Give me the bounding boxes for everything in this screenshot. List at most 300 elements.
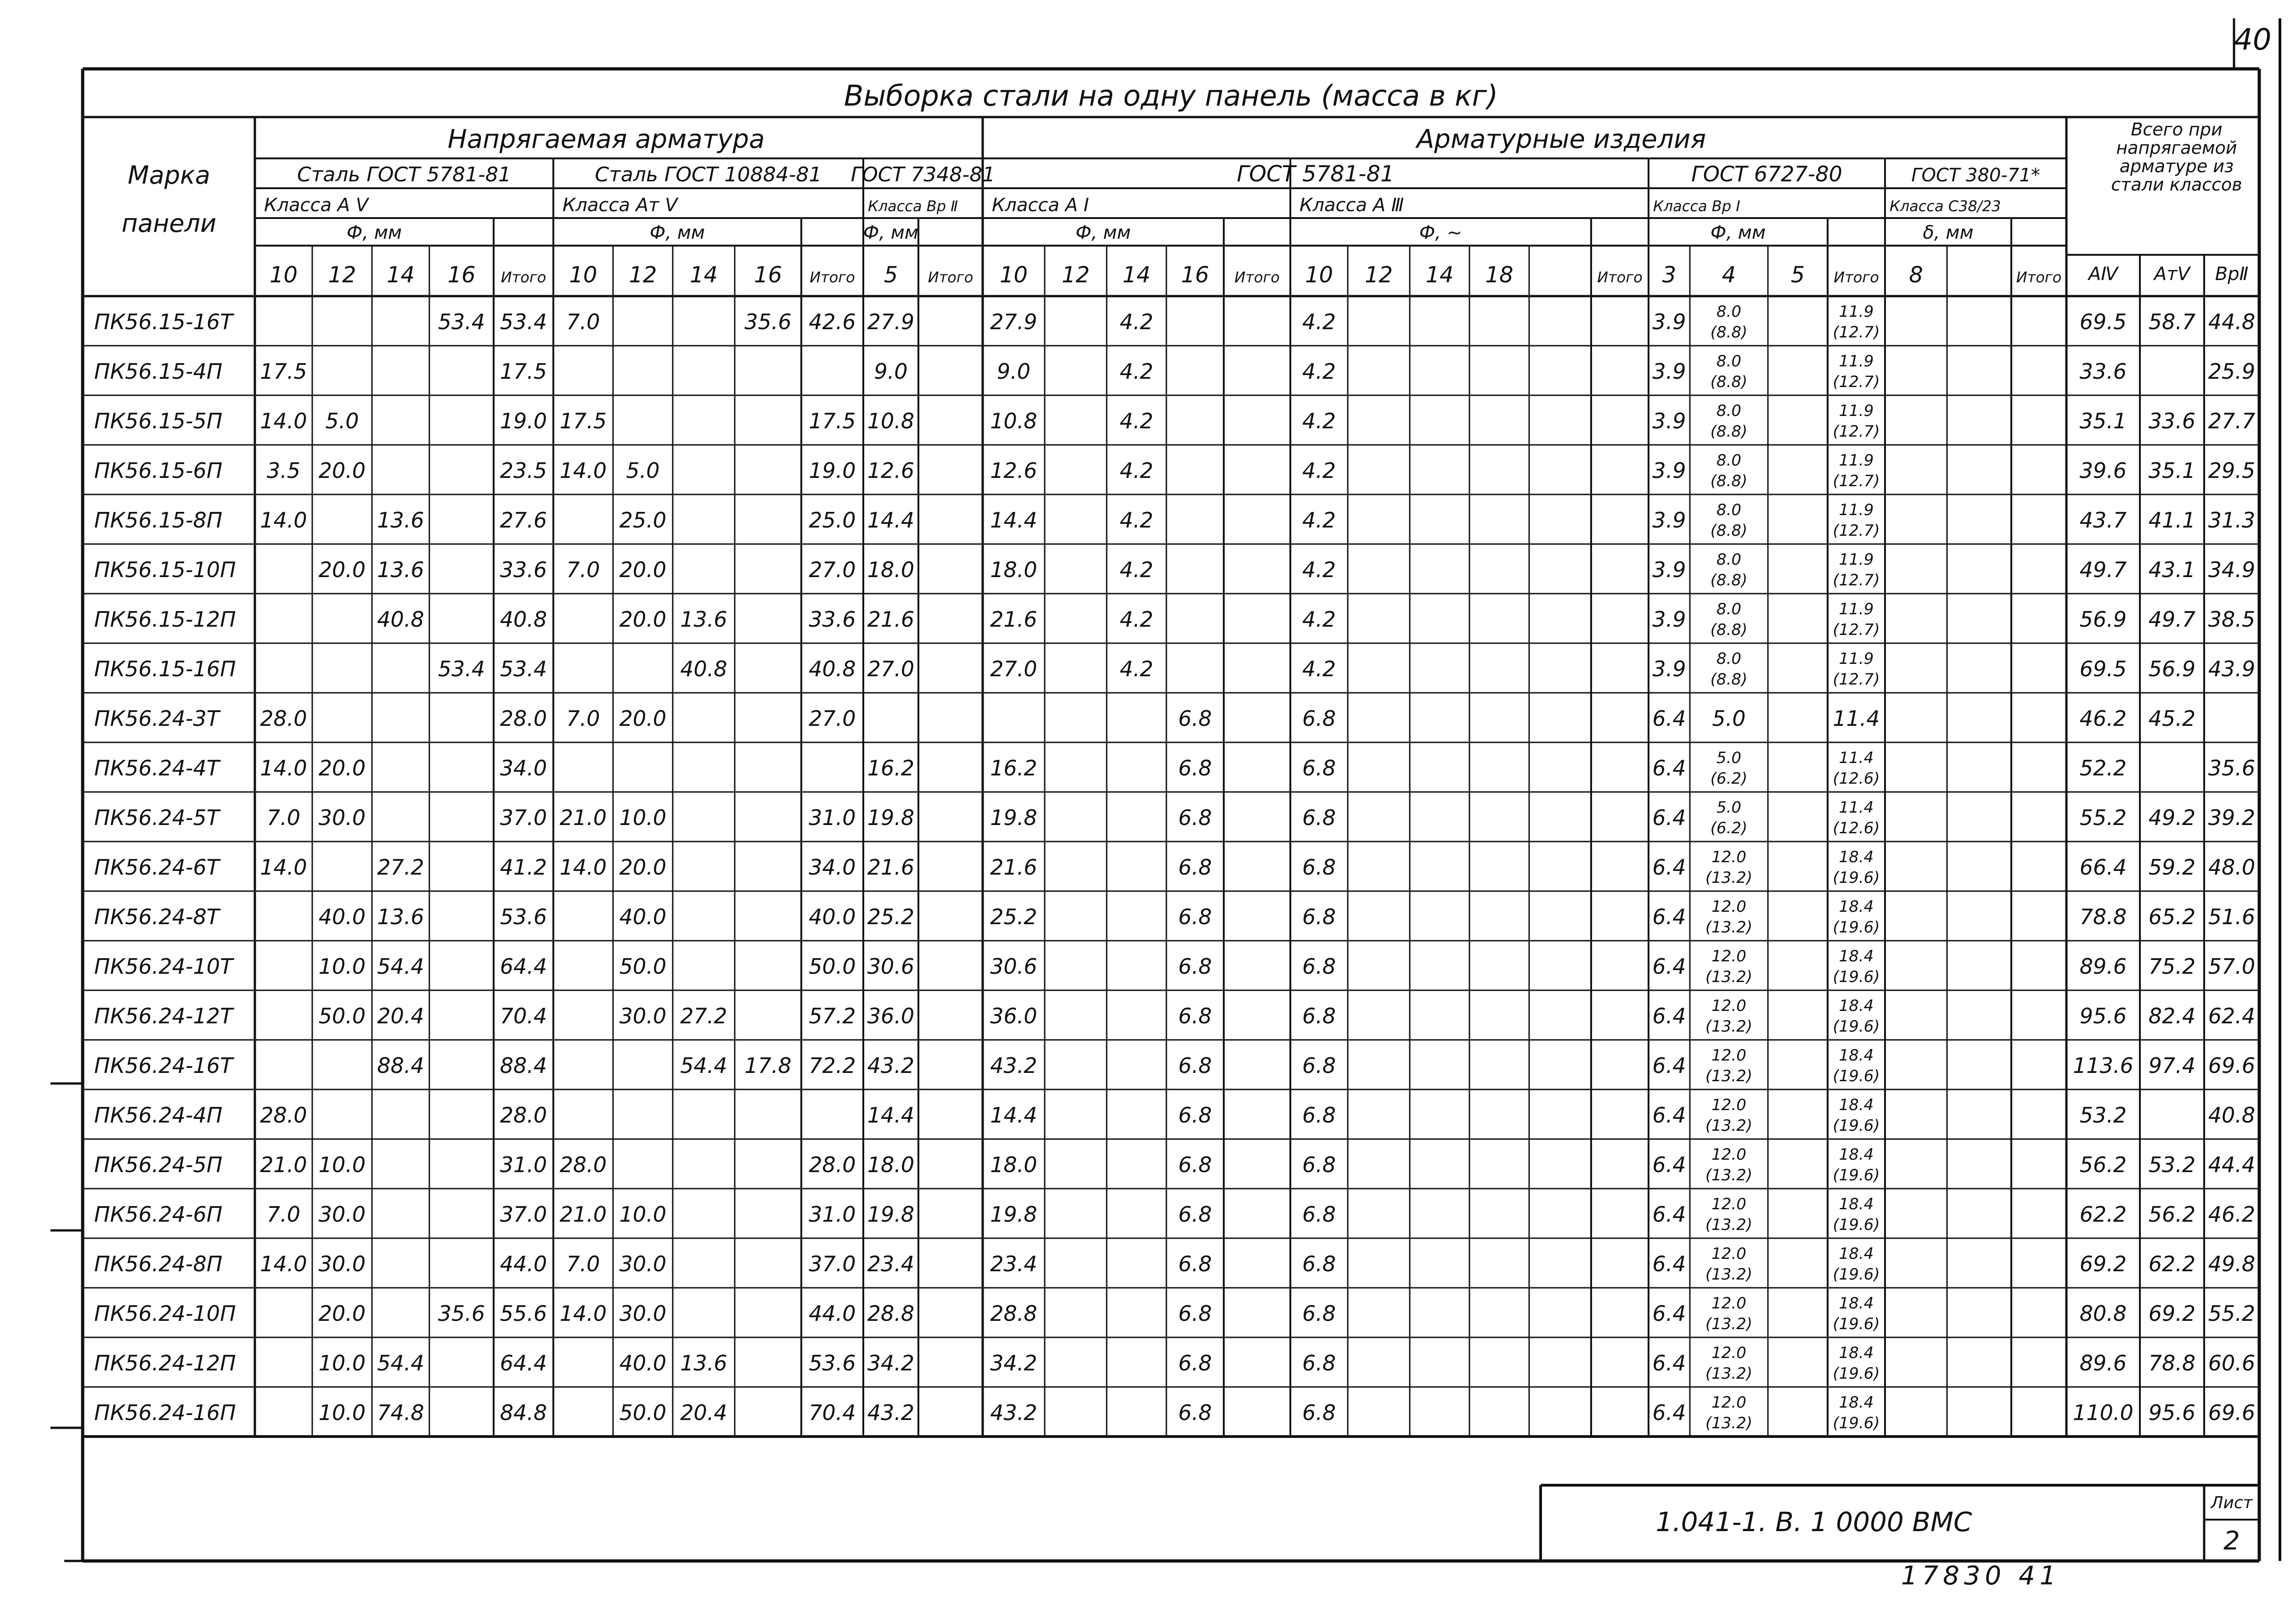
cell-value: 31.0 — [809, 1202, 856, 1227]
cell-value: 11.9 — [1839, 303, 1874, 321]
cell-value: 6.8 — [1302, 904, 1336, 929]
cell-value: 6.4 — [1652, 1202, 1686, 1227]
group-total-1: Всего при — [2131, 119, 2223, 140]
cell-value: 21.6 — [990, 607, 1037, 632]
class-bp1: Класса Вр Ⅰ — [1653, 197, 1740, 215]
cell-value: 56.2 — [2148, 1202, 2196, 1227]
cell-value: 33.6 — [809, 607, 856, 632]
cell-value: 74.8 — [377, 1400, 424, 1425]
cell-value: 6.8 — [1178, 756, 1212, 780]
cell-value: 25.0 — [619, 508, 667, 533]
cell-value: 6.8 — [1302, 954, 1336, 979]
cell-value: 30.0 — [619, 1301, 667, 1326]
phi-a5: Ф, мм — [346, 222, 402, 243]
row-label: ПК56.24-8Т — [94, 904, 219, 929]
cell-value: 19.8 — [867, 1202, 915, 1227]
phi-bp2: Ф, мм — [863, 222, 919, 243]
cell-value: 3.9 — [1652, 458, 1686, 483]
cell-value: 12.0 — [1711, 1096, 1746, 1114]
cell-value: 52.2 — [2079, 756, 2127, 780]
cell-value: 45.2 — [2148, 706, 2196, 731]
cell-value: 39.6 — [2079, 458, 2127, 483]
cell-value-alt: (19.6) — [1833, 1364, 1880, 1383]
cell-value-alt: (8.8) — [1710, 522, 1748, 540]
cell-value: 21.6 — [867, 855, 915, 880]
cell-value: 18.0 — [867, 557, 915, 582]
std-10884: Сталь ГОСТ 10884-81 — [595, 163, 822, 186]
cell-value: 49.2 — [2148, 805, 2196, 830]
cell-value: 65.2 — [2148, 904, 2196, 929]
cell-value: 17.5 — [500, 359, 547, 384]
std-380: ГОСТ 380-71* — [1911, 165, 2040, 186]
cell-value: 7.0 — [266, 1202, 301, 1227]
cell-value-alt: (8.8) — [1710, 373, 1748, 391]
cell-value: 12.0 — [1711, 997, 1746, 1015]
sub-a1: 14 — [1122, 262, 1151, 288]
cell-value: 6.4 — [1652, 1400, 1686, 1425]
cell-value: 6.8 — [1302, 1004, 1336, 1028]
sub-bp1: 5 — [1790, 262, 1805, 288]
cell-value: 8.0 — [1716, 352, 1742, 370]
cell-value: 14.4 — [867, 508, 915, 533]
cell-value: 14.4 — [867, 1103, 915, 1128]
cell-value: 3.9 — [1652, 508, 1686, 533]
class-a1: Класса А Ⅰ — [992, 195, 1089, 216]
cell-value: 18.0 — [990, 1152, 1037, 1177]
cell-value: 18.0 — [990, 557, 1037, 582]
row-label: ПК56.24-6Т — [94, 855, 219, 880]
cell-value: 14.0 — [260, 855, 307, 880]
cell-value: 3.9 — [1652, 607, 1686, 632]
class-atv: Класса Ат Ⅴ — [563, 195, 678, 216]
cell-value: 40.8 — [377, 607, 424, 632]
cell-value: 18.4 — [1839, 1393, 1874, 1412]
cell-value: 8.0 — [1716, 650, 1742, 668]
cell-value: 6.8 — [1178, 855, 1212, 880]
cell-value: 18.4 — [1839, 997, 1874, 1015]
cell-value: 27.2 — [377, 855, 424, 880]
cell-value: 53.6 — [809, 1351, 856, 1375]
cell-value: 10.8 — [990, 409, 1037, 433]
cell-value: 28.8 — [867, 1301, 915, 1326]
phi-a1: Ф, мм — [1075, 222, 1131, 243]
cell-value: 6.4 — [1652, 1351, 1686, 1375]
cell-value: 84.8 — [500, 1400, 547, 1425]
cell-value: 23.4 — [867, 1252, 915, 1276]
cell-value: 40.0 — [619, 904, 667, 929]
totals-col-header: АтⅤ — [2154, 264, 2190, 285]
stamp-code: 1.041-1. В. 1 0000 ВМС — [1655, 1506, 1972, 1538]
cell-value: 5.0 — [325, 409, 359, 433]
cell-value: 57.2 — [809, 1004, 856, 1028]
cell-value: 11.4 — [1839, 749, 1874, 767]
cell-value: 25.2 — [867, 904, 915, 929]
cell-value: 44.0 — [500, 1252, 547, 1276]
phi-bp1: Ф, мм — [1710, 222, 1766, 243]
cell-value: 10.0 — [619, 805, 667, 830]
cell-value: 4.2 — [1302, 309, 1336, 334]
cell-value: 16.2 — [867, 756, 915, 780]
cell-value-alt: (12.7) — [1833, 373, 1880, 391]
std-6727: ГОСТ 6727-80 — [1691, 162, 1842, 186]
cell-value-alt: (12.6) — [1833, 819, 1880, 837]
cell-value: 6.8 — [1178, 1351, 1212, 1375]
cell-value: 10.0 — [318, 1351, 366, 1375]
row-label: ПК56.15-10П — [94, 557, 236, 582]
cell-value: 27.9 — [867, 309, 915, 334]
cell-value: 6.8 — [1302, 1351, 1336, 1375]
cell-value: 6.8 — [1178, 1004, 1212, 1028]
cell-value: 69.2 — [2148, 1301, 2196, 1326]
cell-value: 51.6 — [2208, 904, 2256, 929]
cell-value: 36.0 — [990, 1004, 1037, 1028]
cell-value: 20.0 — [318, 557, 366, 582]
cell-value: 113.6 — [2073, 1053, 2133, 1078]
cell-value: 3.9 — [1652, 657, 1686, 681]
cell-value-alt: (13.2) — [1705, 1414, 1753, 1432]
cell-value: 16.2 — [990, 756, 1037, 780]
cell-value: 95.6 — [2079, 1004, 2127, 1028]
sub-a3: 10 — [1305, 262, 1334, 288]
cell-value: 89.6 — [2079, 954, 2127, 979]
cell-value: 6.8 — [1178, 1301, 1212, 1326]
cell-value: 62.2 — [2079, 1202, 2127, 1227]
cell-value: 50.0 — [619, 1400, 667, 1425]
cell-value: 7.0 — [566, 1252, 600, 1276]
cell-value: 53.2 — [2148, 1152, 2196, 1177]
cell-value: 31.3 — [2208, 508, 2256, 533]
total-header: Итого — [1234, 269, 1280, 286]
cell-value: 29.5 — [2208, 458, 2256, 483]
cell-value: 41.2 — [500, 855, 547, 880]
cell-value: 12.0 — [1711, 1046, 1746, 1065]
row-label: ПК56.24-3Т — [94, 706, 219, 731]
cell-value: 4.2 — [1120, 557, 1154, 582]
cell-value: 6.8 — [1178, 1202, 1212, 1227]
page-number: 40 — [2234, 23, 2272, 57]
cell-value: 20.0 — [619, 607, 667, 632]
cell-value: 46.2 — [2079, 706, 2127, 731]
cell-value: 25.2 — [990, 904, 1037, 929]
cell-value: 4.2 — [1120, 458, 1154, 483]
cell-value: 64.4 — [500, 1351, 547, 1375]
cell-value: 6.4 — [1652, 706, 1686, 731]
std-7348: ГОСТ 7348-81 — [850, 163, 996, 186]
cell-value: 3.9 — [1652, 557, 1686, 582]
sub-a3: 14 — [1425, 262, 1454, 288]
cell-value: 12.6 — [990, 458, 1037, 483]
cell-value: 37.0 — [500, 805, 547, 830]
group-total-2: напрягаемой — [2116, 138, 2237, 158]
cell-value: 11.4 — [1839, 798, 1874, 817]
cell-value: 10.0 — [619, 1202, 667, 1227]
row-label: ПК56.24-8П — [94, 1252, 223, 1276]
cell-value: 20.0 — [318, 756, 366, 780]
group-total-3: арматуре из — [2119, 156, 2234, 176]
cell-value-alt: (12.7) — [1833, 422, 1880, 441]
cell-value: 46.2 — [2208, 1202, 2256, 1227]
cell-value: 34.0 — [500, 756, 547, 780]
cell-value: 43.1 — [2148, 557, 2196, 582]
cell-value-alt: (12.7) — [1833, 472, 1880, 490]
row-label: ПК56.24-16Т — [94, 1053, 233, 1078]
cell-value: 6.8 — [1178, 706, 1212, 731]
class-bp2: Класса Вр Ⅱ — [868, 197, 958, 215]
cell-value: 6.8 — [1302, 756, 1336, 780]
cell-value: 20.0 — [619, 557, 667, 582]
cell-value: 6.8 — [1302, 855, 1336, 880]
cell-value: 12.6 — [867, 458, 915, 483]
cell-value: 75.2 — [2148, 954, 2196, 979]
sub-atv: 16 — [754, 262, 782, 288]
cell-value-alt: (19.6) — [1833, 1315, 1880, 1333]
cell-value: 57.0 — [2208, 954, 2256, 979]
cell-value: 55.6 — [500, 1301, 547, 1326]
cell-value: 11.9 — [1839, 650, 1874, 668]
cell-value: 6.4 — [1652, 1152, 1686, 1177]
cell-value-alt: (12.7) — [1833, 670, 1880, 689]
cell-value: 19.8 — [867, 805, 915, 830]
cell-value: 6.4 — [1652, 855, 1686, 880]
cell-value-alt: (19.6) — [1833, 918, 1880, 937]
cell-value: 11.9 — [1839, 451, 1874, 470]
cell-value: 50.0 — [318, 1004, 366, 1028]
cell-value: 49.8 — [2208, 1252, 2256, 1276]
row-label: ПК56.15-6П — [94, 458, 223, 483]
cell-value-alt: (12.6) — [1833, 769, 1880, 788]
cell-value: 18.0 — [867, 1152, 915, 1177]
cell-value: 6.4 — [1652, 954, 1686, 979]
cell-value: 53.4 — [438, 309, 485, 334]
cell-value: 3.5 — [266, 458, 301, 483]
cell-value: 28.0 — [260, 1103, 307, 1128]
sub-a1: 10 — [999, 262, 1028, 288]
total-header: Итого — [1597, 269, 1643, 286]
std-5781-products: ГОСТ 5781-81 — [1237, 161, 1395, 187]
cell-value: 12.0 — [1711, 1145, 1746, 1164]
cell-value: 21.0 — [260, 1152, 307, 1177]
cell-value: 56.9 — [2148, 657, 2196, 681]
cell-value: 6.4 — [1652, 904, 1686, 929]
delta-c38: δ, мм — [1923, 222, 1974, 243]
cell-value: 36.0 — [867, 1004, 915, 1028]
sub-a5: 12 — [328, 262, 356, 288]
cell-value: 58.7 — [2148, 309, 2196, 334]
cell-value: 14.0 — [559, 1301, 607, 1326]
cell-value: 27.0 — [990, 657, 1037, 681]
cell-value-alt: (19.6) — [1833, 1414, 1880, 1432]
cell-value: 28.0 — [260, 706, 307, 731]
cell-value: 30.0 — [619, 1252, 667, 1276]
sub-atv: 14 — [689, 262, 718, 288]
cell-value: 66.4 — [2079, 855, 2127, 880]
cell-value: 17.5 — [809, 409, 856, 433]
cell-value: 28.0 — [500, 706, 547, 731]
cell-value: 8.0 — [1716, 501, 1742, 519]
cell-value: 55.2 — [2079, 805, 2127, 830]
cell-value: 53.4 — [500, 657, 547, 681]
group-prestressed: Напрягаемая арматура — [447, 124, 765, 154]
cell-value: 6.8 — [1302, 1053, 1336, 1078]
cell-value: 40.0 — [619, 1351, 667, 1375]
total-header: Итого — [810, 269, 855, 286]
cell-value: 25.0 — [809, 508, 856, 533]
cell-value: 34.2 — [990, 1351, 1037, 1375]
sub-a1: 16 — [1181, 262, 1210, 288]
cell-value: 54.4 — [680, 1053, 727, 1078]
cell-value: 23.5 — [500, 458, 547, 483]
totals-col-header: ВрⅡ — [2215, 264, 2249, 285]
cell-value: 28.0 — [500, 1103, 547, 1128]
cell-value: 3.9 — [1652, 309, 1686, 334]
cell-value: 33.6 — [2148, 409, 2196, 433]
cell-value: 39.2 — [2208, 805, 2256, 830]
total-header: Итого — [928, 269, 974, 286]
cell-value: 4.2 — [1302, 607, 1336, 632]
total-header: Итого — [1834, 269, 1879, 286]
cell-value: 10.0 — [318, 1400, 366, 1425]
cell-value: 14.4 — [990, 1103, 1037, 1128]
cell-value-alt: (8.8) — [1710, 422, 1748, 441]
cell-value: 14.0 — [559, 458, 607, 483]
row-label: ПК56.24-4Т — [94, 756, 219, 780]
cell-value: 78.8 — [2148, 1351, 2196, 1375]
cell-value: 38.5 — [2208, 607, 2256, 632]
cell-value: 30.0 — [318, 1202, 366, 1227]
cell-value: 21.0 — [559, 805, 607, 830]
sheet-title: Выборка стали на одну панель (масса в кг) — [844, 79, 1498, 112]
cell-value: 78.8 — [2079, 904, 2127, 929]
cell-value: 70.4 — [500, 1004, 547, 1028]
cell-value-alt: (19.6) — [1833, 1265, 1880, 1284]
cell-value: 12.0 — [1711, 1294, 1746, 1313]
phi-atv: Ф, мм — [649, 222, 705, 243]
row-label: ПК56.24-12П — [94, 1351, 236, 1375]
cell-value: 4.2 — [1120, 607, 1154, 632]
cell-value: 6.8 — [1178, 805, 1212, 830]
total-header: Итого — [501, 269, 546, 286]
row-label-1: Марка — [128, 161, 210, 190]
cell-value: 48.0 — [2208, 855, 2256, 880]
cell-value: 6.4 — [1652, 756, 1686, 780]
row-label: ПК56.24-5Т — [94, 805, 219, 830]
cell-value-alt: (13.2) — [1705, 1315, 1753, 1333]
cell-value-alt: (8.8) — [1710, 472, 1748, 490]
row-label: ПК56.24-5П — [94, 1152, 223, 1177]
cell-value: 27.0 — [809, 706, 856, 731]
cell-value-alt: (13.2) — [1705, 1117, 1753, 1135]
table-grid — [51, 18, 2280, 1561]
cell-value: 72.2 — [809, 1053, 856, 1078]
cell-value: 4.2 — [1302, 458, 1336, 483]
cell-value: 7.0 — [566, 557, 600, 582]
cell-value: 35.1 — [2079, 409, 2127, 433]
cell-value: 30.6 — [990, 954, 1037, 979]
cell-value: 4.2 — [1302, 508, 1336, 533]
cell-value: 53.4 — [438, 657, 485, 681]
class-a3: Класса А Ⅲ — [1300, 195, 1404, 216]
sub-bp1: 3 — [1662, 262, 1677, 288]
row-label: ПК56.24-16П — [94, 1400, 236, 1425]
cell-value: 13.6 — [377, 904, 424, 929]
cell-value: 56.9 — [2079, 607, 2127, 632]
sub-a5: 14 — [386, 262, 415, 288]
cell-value-alt: (13.2) — [1705, 1067, 1753, 1085]
cell-value-alt: (12.7) — [1833, 571, 1880, 589]
cell-value: 27.6 — [500, 508, 547, 533]
sub-a3: 12 — [1364, 262, 1393, 288]
cell-value: 53.6 — [500, 904, 547, 929]
cell-value: 11.4 — [1833, 706, 1880, 731]
cell-value: 4.2 — [1302, 409, 1336, 433]
cell-value: 10.8 — [867, 409, 915, 433]
cell-value: 54.4 — [377, 1351, 424, 1375]
cell-value: 40.8 — [2208, 1103, 2256, 1128]
cell-value: 14.4 — [990, 508, 1037, 533]
cell-value-alt: (19.6) — [1833, 869, 1880, 887]
table-text — [94, 79, 2255, 1556]
cell-value: 21.6 — [867, 607, 915, 632]
cell-value-alt: (13.2) — [1705, 1017, 1753, 1036]
cell-value: 34.9 — [2208, 557, 2256, 582]
cell-value: 69.6 — [2208, 1400, 2256, 1425]
cell-value: 95.6 — [2148, 1400, 2196, 1425]
cell-value: 7.0 — [266, 805, 301, 830]
cell-value: 14.0 — [559, 855, 607, 880]
cell-value: 18.4 — [1839, 1096, 1874, 1114]
cell-value: 4.2 — [1120, 359, 1154, 384]
cell-value: 43.2 — [867, 1400, 915, 1425]
cell-value: 110.0 — [2073, 1400, 2133, 1425]
cell-value-alt: (19.6) — [1833, 1117, 1880, 1135]
cell-value: 49.7 — [2079, 557, 2127, 582]
cell-value: 37.0 — [500, 1202, 547, 1227]
cell-value-alt: (12.7) — [1833, 621, 1880, 639]
cell-value: 88.4 — [377, 1053, 424, 1078]
cell-value: 35.6 — [744, 309, 792, 334]
cell-value: 8.0 — [1716, 402, 1742, 420]
stamp-sheet-label: Лист — [2211, 1493, 2253, 1512]
cell-value: 9.0 — [996, 359, 1031, 384]
cell-value: 20.0 — [318, 458, 366, 483]
cell-value: 44.8 — [2208, 309, 2256, 334]
cell-value: 6.8 — [1178, 1103, 1212, 1128]
row-label: ПК56.24-10Т — [94, 954, 233, 979]
cell-value-alt: (19.6) — [1833, 968, 1880, 986]
cell-value: 18.4 — [1839, 947, 1874, 965]
cell-value: 28.0 — [559, 1152, 607, 1177]
cell-value: 14.0 — [260, 508, 307, 533]
cell-value: 6.4 — [1652, 1252, 1686, 1276]
cell-value-alt: (13.2) — [1705, 869, 1753, 887]
cell-value-alt: (8.8) — [1710, 621, 1748, 639]
cell-value: 20.4 — [680, 1400, 727, 1425]
cell-value: 35.1 — [2148, 458, 2196, 483]
totals-col-header: АⅣ — [2088, 264, 2118, 285]
row-label: ПК56.15-16Т — [94, 309, 233, 334]
cell-value: 17.5 — [559, 409, 607, 433]
cell-value: 7.0 — [566, 309, 600, 334]
cell-value: 17.5 — [260, 359, 307, 384]
cell-value: 35.6 — [2208, 756, 2256, 780]
cell-value: 21.6 — [990, 855, 1037, 880]
cell-value: 6.8 — [1302, 805, 1336, 830]
cell-value: 12.0 — [1711, 1344, 1746, 1362]
stamp-sheet-number: 2 — [2223, 1526, 2240, 1556]
cell-value: 41.1 — [2148, 508, 2196, 533]
cell-value: 56.2 — [2079, 1152, 2127, 1177]
cell-value: 6.4 — [1652, 1004, 1686, 1028]
